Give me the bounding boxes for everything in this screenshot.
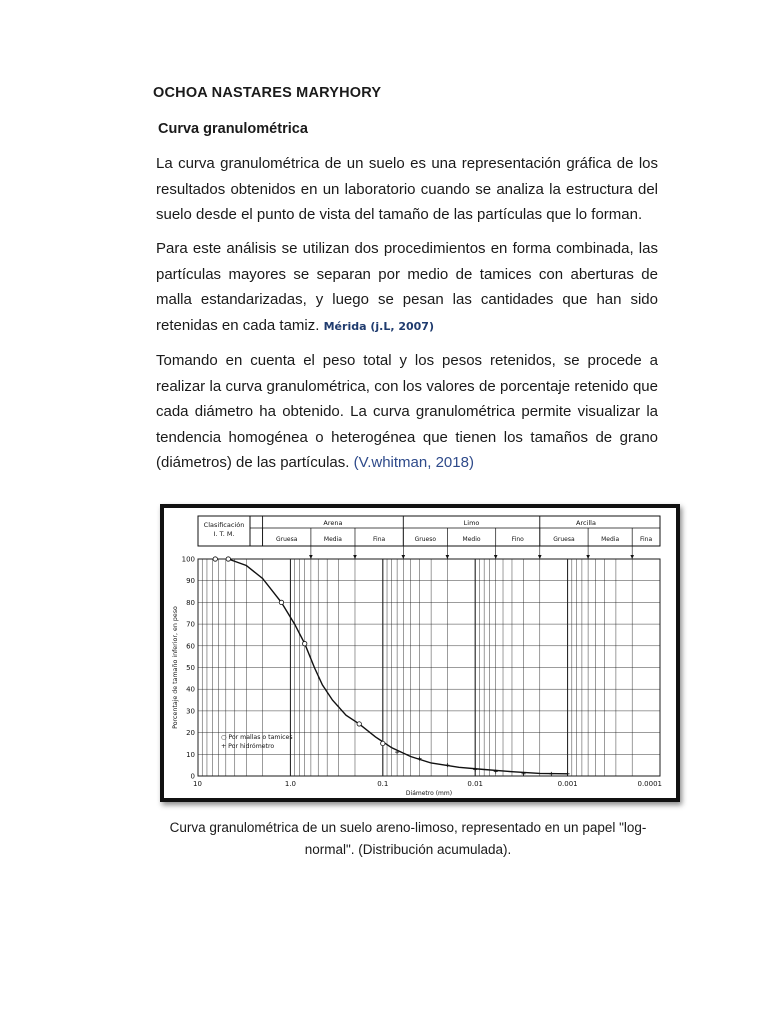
sub-label-2-1: Media: [601, 536, 620, 543]
y-tick-label: 50: [186, 664, 195, 672]
sub-label-2-2: Fina: [640, 536, 653, 543]
sub-label-1-2: Fino: [511, 536, 524, 543]
sieve-point: [213, 557, 217, 561]
y-tick-label: 10: [186, 750, 195, 759]
y-tick-label: 40: [186, 685, 195, 694]
sieve-point: [303, 641, 307, 645]
section-heading: Curva granulométrica: [158, 121, 308, 137]
y-tick-label: 100: [181, 555, 195, 564]
paragraph-procedure-text: Para este análisis se utilizan dos procedimientos en forma combinada, las partículas mayores se separan por medio de tamices con aberturas de malla estandarizadas, y luego se pesan las cantidades que han sido retenidas en cada tamiz.: [156, 240, 658, 334]
sub-arrowhead-1-0: [446, 555, 450, 559]
paragraph-curve: [156, 348, 658, 476]
sub-label-2-0: Gruesa: [553, 536, 575, 543]
sub-arrowhead-1-2: [538, 555, 542, 559]
hydrometer-point: [566, 772, 570, 776]
sub-arrowhead-1-1: [494, 555, 498, 559]
sub-arrowhead-2-1: [630, 555, 634, 559]
header-itm-label: I. T. M.: [213, 530, 235, 538]
y-tick-label: 20: [186, 729, 195, 738]
figure-caption: Curva granulométrica de un suelo areno-limoso, representado en un papel "log-normal". (Distribución acumulada).: [169, 820, 647, 857]
group-label-arcilla: Arcilla: [576, 519, 596, 527]
group-label-limo: Limo: [463, 519, 480, 527]
x-tick-label: 0.001: [557, 780, 578, 788]
x-axis-label: Diámetro (mm): [405, 790, 453, 797]
sieve-point: [226, 557, 230, 561]
group-label-arena: Arena: [323, 519, 343, 527]
sub-label-0-2: Fina: [373, 536, 386, 543]
y-tick-label: 30: [186, 707, 195, 716]
granulometric-chart: [164, 508, 676, 798]
legend-entry-1: + Por hidrómetro: [221, 743, 275, 750]
sub-arrowhead-0-0: [309, 555, 313, 559]
legend-entry-0: ○ Por mallas o tamices: [221, 734, 293, 741]
y-tick-label: 90: [186, 577, 195, 586]
x-tick-label: 10: [193, 780, 202, 788]
x-tick-label: 0.0001: [637, 780, 662, 788]
paragraph-procedure: [156, 236, 658, 339]
y-axis-label: Porcentaje de tamaño inferior, en peso: [172, 606, 179, 729]
author-name: OCHOA NASTARES MARYHORY: [153, 85, 382, 101]
sub-label-0-0: Gruesa: [276, 536, 298, 543]
paragraph-curve-text: Tomando en cuenta el peso total y los pesos retenidos, se procede a realizar la curva granulométrica, con los valores de porcentaje retenido que cada diámetro ha obtenido. La curva granulométrica permite visualizar la tendencia homogénea o heterogénea que tienen los tamaños de grano (diámetros) de las partículas.: [156, 352, 658, 472]
sieve-point: [381, 741, 385, 745]
sub-arrowhead-0-1: [353, 555, 357, 559]
y-tick-label: 70: [186, 620, 195, 629]
citation-whitman: (V.whitman, 2018): [353, 454, 474, 472]
sub-label-1-1: Medio: [462, 536, 481, 543]
x-tick-label: 1.0: [284, 780, 296, 788]
sieve-point: [357, 722, 361, 726]
x-tick-label: 0.01: [467, 780, 483, 788]
hydrometer-point: [445, 763, 449, 767]
sieve-point: [279, 600, 283, 604]
sub-label-1-0: Grueso: [414, 536, 437, 543]
sub-arrowhead-2-0: [586, 555, 590, 559]
paragraph-definition: La curva granulométrica de un suelo es una representación gráfica de los resultados obtenidos en un laboratorio cuando se analiza la estructura del suelo desde el punto de vista del tamaño de las partículas que lo forman.: [156, 155, 658, 224]
granulometric-chart-frame: [160, 504, 680, 802]
y-tick-label: 60: [186, 642, 195, 651]
citation-merida: Mérida (j.L, 2007): [323, 319, 434, 333]
hydrometer-point: [549, 772, 553, 776]
y-tick-label: 80: [186, 598, 195, 607]
x-tick-label: 0.1: [377, 780, 389, 788]
sub-label-0-1: Media: [323, 536, 342, 543]
header-classification-label: Clasificación: [203, 521, 245, 529]
grading-curve: [228, 559, 567, 774]
sub-arrowhead-0-2: [401, 555, 405, 559]
y-tick-label: 0: [190, 772, 195, 781]
